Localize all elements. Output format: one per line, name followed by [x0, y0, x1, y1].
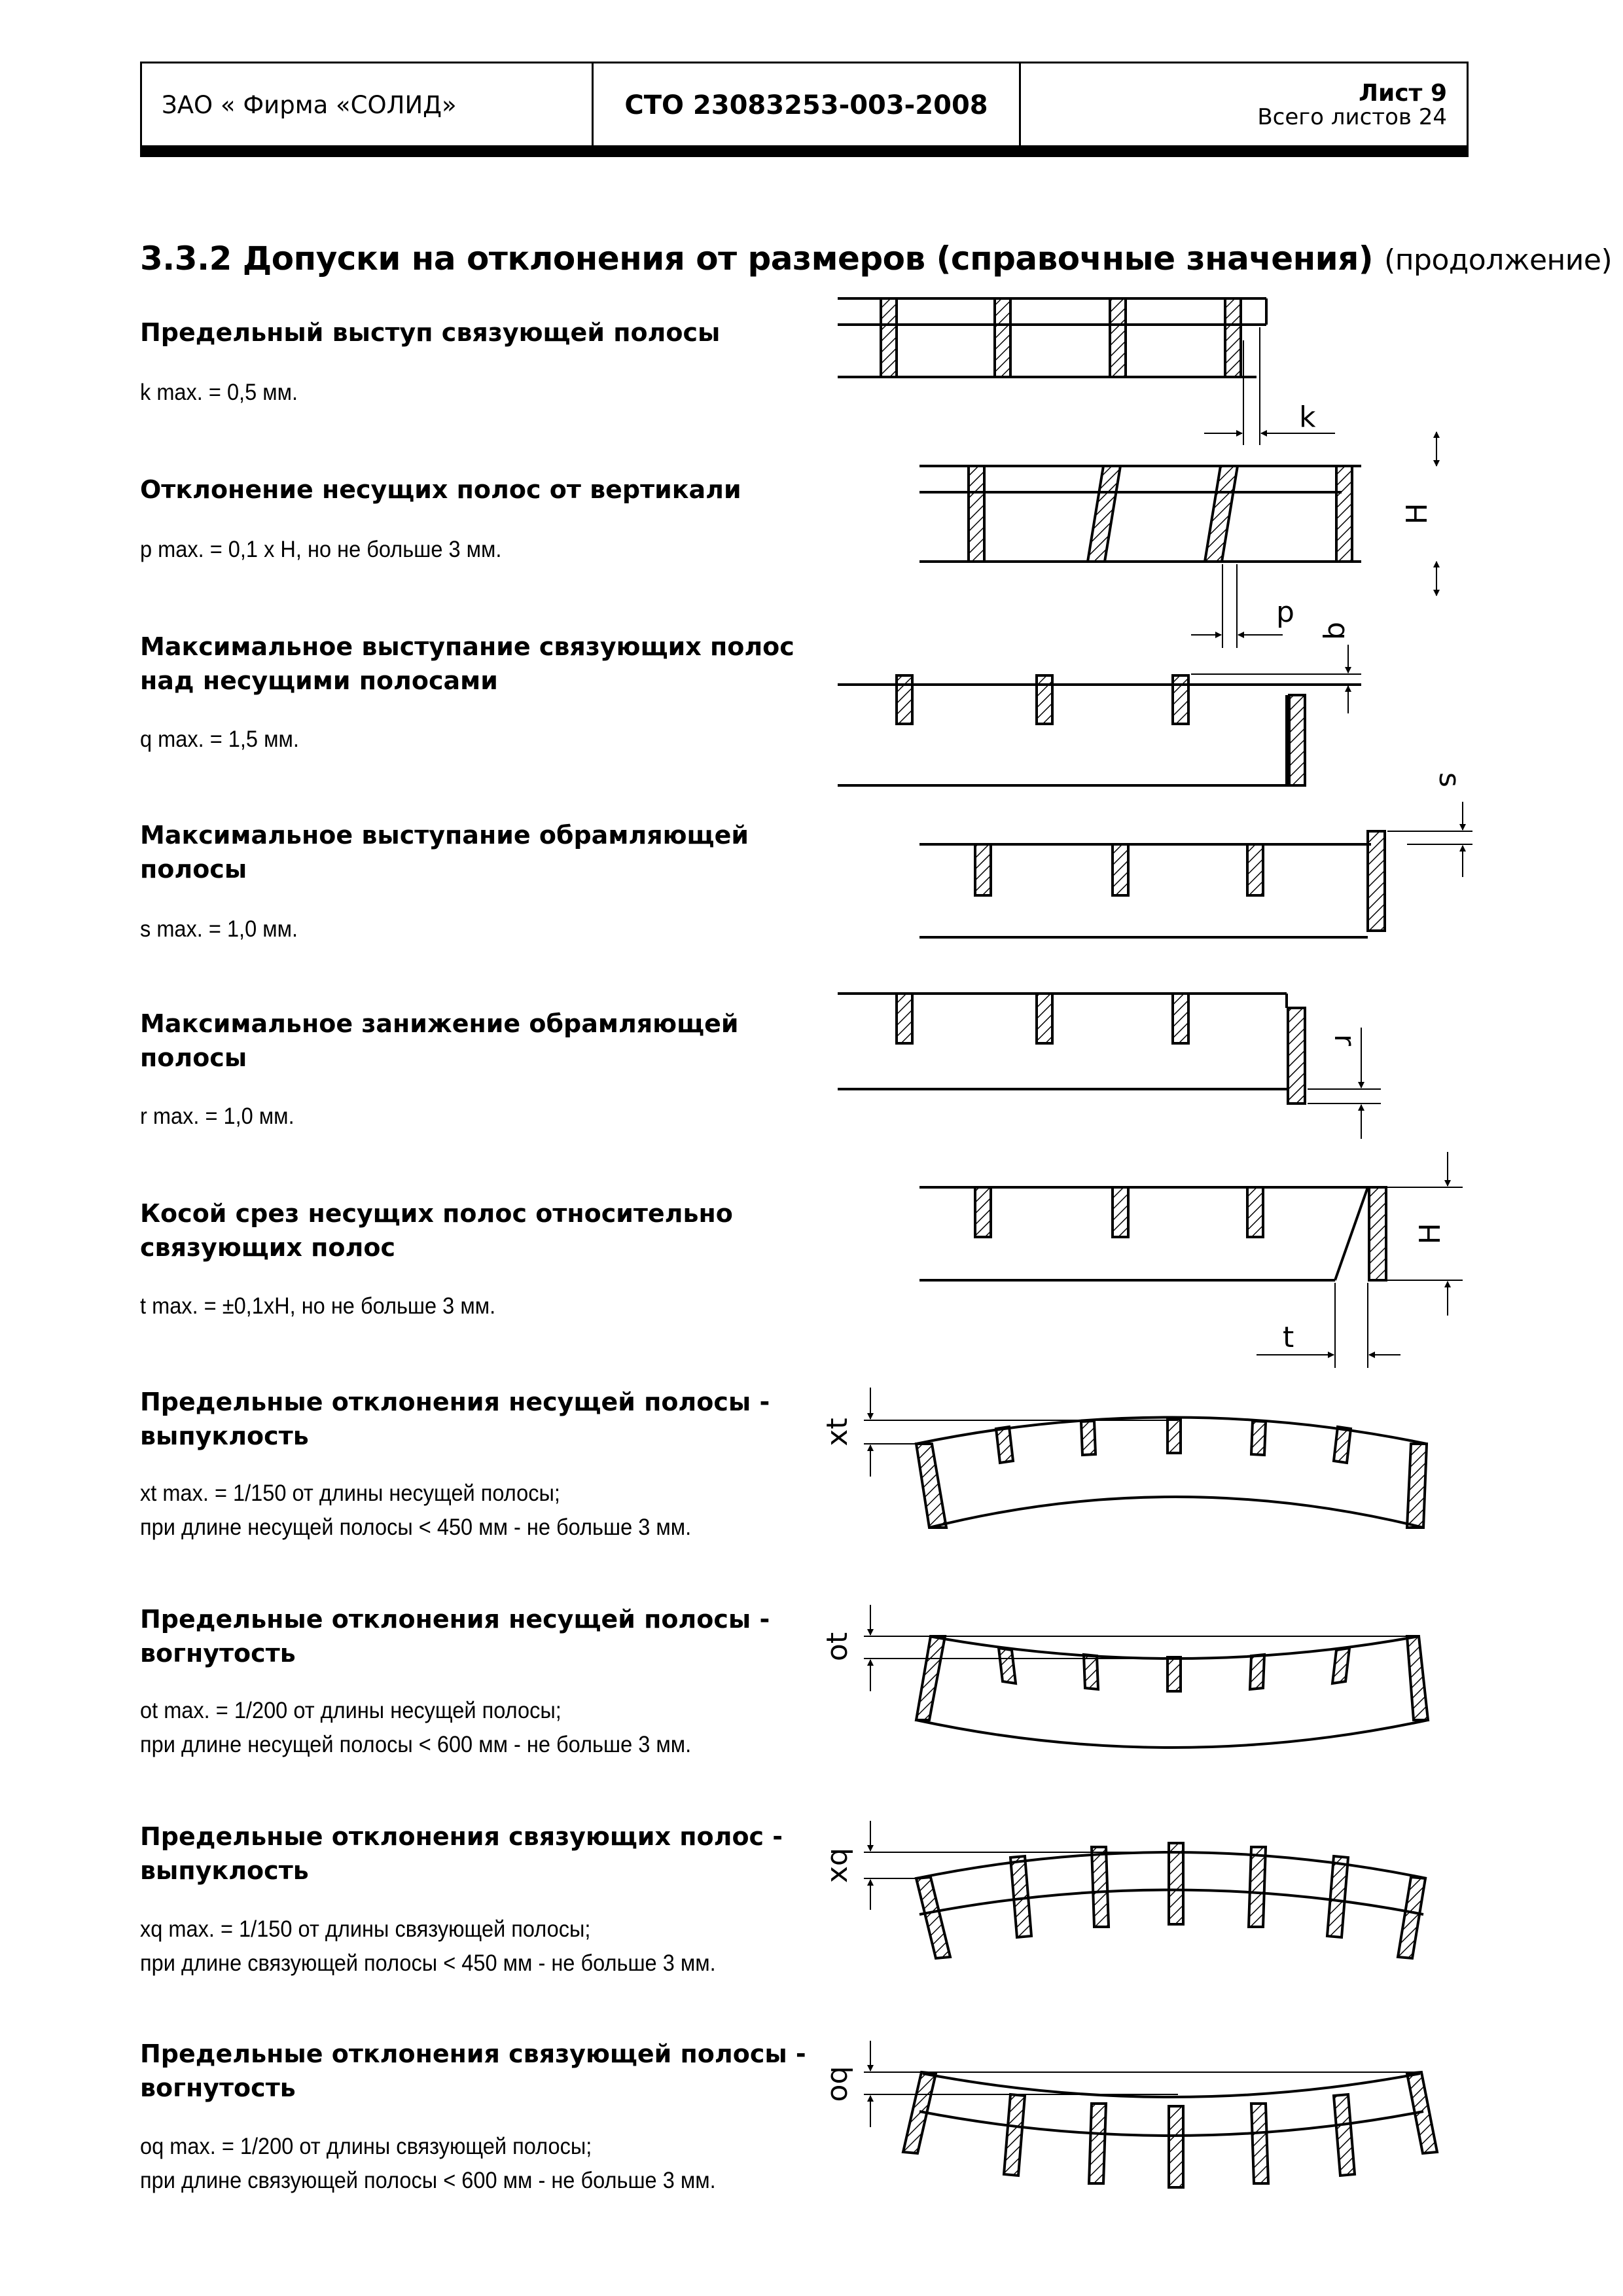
- dim-label-r: r: [1328, 1034, 1361, 1047]
- item-heading: Максимальное выступание обрамляющей полосы: [140, 821, 749, 884]
- dim-label-q: q: [1321, 622, 1355, 640]
- dim-label-p: p: [1276, 596, 1294, 629]
- item-heading: Максимальное выступание связующих полос над несущими полосами: [140, 632, 794, 695]
- company-name: ЗАО « Фирма «СОЛИД»: [142, 63, 594, 147]
- diagram-q: [838, 645, 1361, 785]
- item-heading: Косой срез несущих полос относительно связующих полос: [140, 1199, 733, 1262]
- diagram-oq: [864, 2041, 1437, 2187]
- diagram-k: [838, 298, 1335, 445]
- diagram-p: [919, 432, 1436, 648]
- item-heading: Предельные отклонения несущей полосы - вогнутость: [140, 1605, 770, 1668]
- item-heading: Отклонение несущих полос от вертикали: [140, 475, 741, 504]
- item-text: ot max. = 1/200 от длины несущей полосы; при длине несущей полосы < 600 мм - не больше 3 мм.: [140, 1698, 692, 1757]
- section-subtitle: (продолжение): [1384, 243, 1613, 277]
- sheet-number: Лист 9: [1359, 79, 1447, 107]
- diagram-xq: [864, 1821, 1427, 1958]
- item-heading: Предельные отклонения связующих полос - выпуклость: [140, 1822, 783, 1885]
- total-sheets: Всего листов 24: [1257, 103, 1447, 130]
- diagram-xt: [864, 1388, 1427, 1528]
- item-text: q max. = 1,5 мм.: [140, 726, 299, 752]
- item-text: xq max. = 1/150 от длины связующей полосы; при длине связующей полосы < 450 мм - не больше 3 мм.: [140, 1916, 716, 1976]
- item-text: r max. = 1,0 мм.: [140, 1103, 294, 1129]
- dim-label-xq: xq: [821, 1848, 854, 1883]
- diagram-t: [919, 1152, 1463, 1368]
- item-text: oq max. = 1/200 от длины связующей полосы; при длине связующей полосы < 600 мм - не больше 3 мм.: [140, 2134, 716, 2193]
- header-rule: [140, 145, 1469, 157]
- dim-label-H-2: H: [1414, 1223, 1447, 1245]
- item-heading: Максимальное занижение обрамляющей полосы: [140, 1009, 739, 1072]
- item-text: k max. = 0,5 мм.: [140, 380, 298, 405]
- item-heading: Предельные отклонения связующей полосы - вогнутость: [140, 2039, 806, 2102]
- dim-label-H-1: H: [1400, 503, 1434, 525]
- section-title: [140, 240, 1613, 278]
- dim-label-k: k: [1299, 401, 1316, 434]
- dim-label-xt: xt: [821, 1418, 854, 1446]
- document-header: [140, 62, 1469, 147]
- dim-label-t: t: [1283, 1321, 1294, 1354]
- item-text: p max. = 0,1 x H, но не больше 3 мм.: [140, 537, 502, 562]
- sheet-info: [1021, 63, 1467, 147]
- dim-label-oq: oq: [821, 2066, 854, 2102]
- item-heading: Предельные отклонения несущей полосы - выпуклость: [140, 1388, 770, 1450]
- item-text: xt max. = 1/150 от длины несущей полосы; при длине несущей полосы < 450 мм - не больше 3 мм.: [140, 1480, 692, 1540]
- diagram-r: [838, 994, 1381, 1139]
- item-heading: Предельный выступ связующей полосы: [140, 318, 721, 347]
- dim-label-s: s: [1433, 772, 1466, 787]
- dim-label-ot: ot: [821, 1632, 854, 1662]
- item-text: t max. = ±0,1xH, но не больше 3 мм.: [140, 1293, 496, 1319]
- item-text: s max. = 1,0 мм.: [140, 916, 298, 942]
- standard-number: СТО 23083253-003-2008: [594, 63, 1021, 147]
- section-title-text: 3.3.2 Допуски на отклонения от размеров (справочные значения): [140, 240, 1374, 278]
- diagram-ot: [864, 1605, 1428, 1748]
- diagram-s: [919, 802, 1472, 937]
